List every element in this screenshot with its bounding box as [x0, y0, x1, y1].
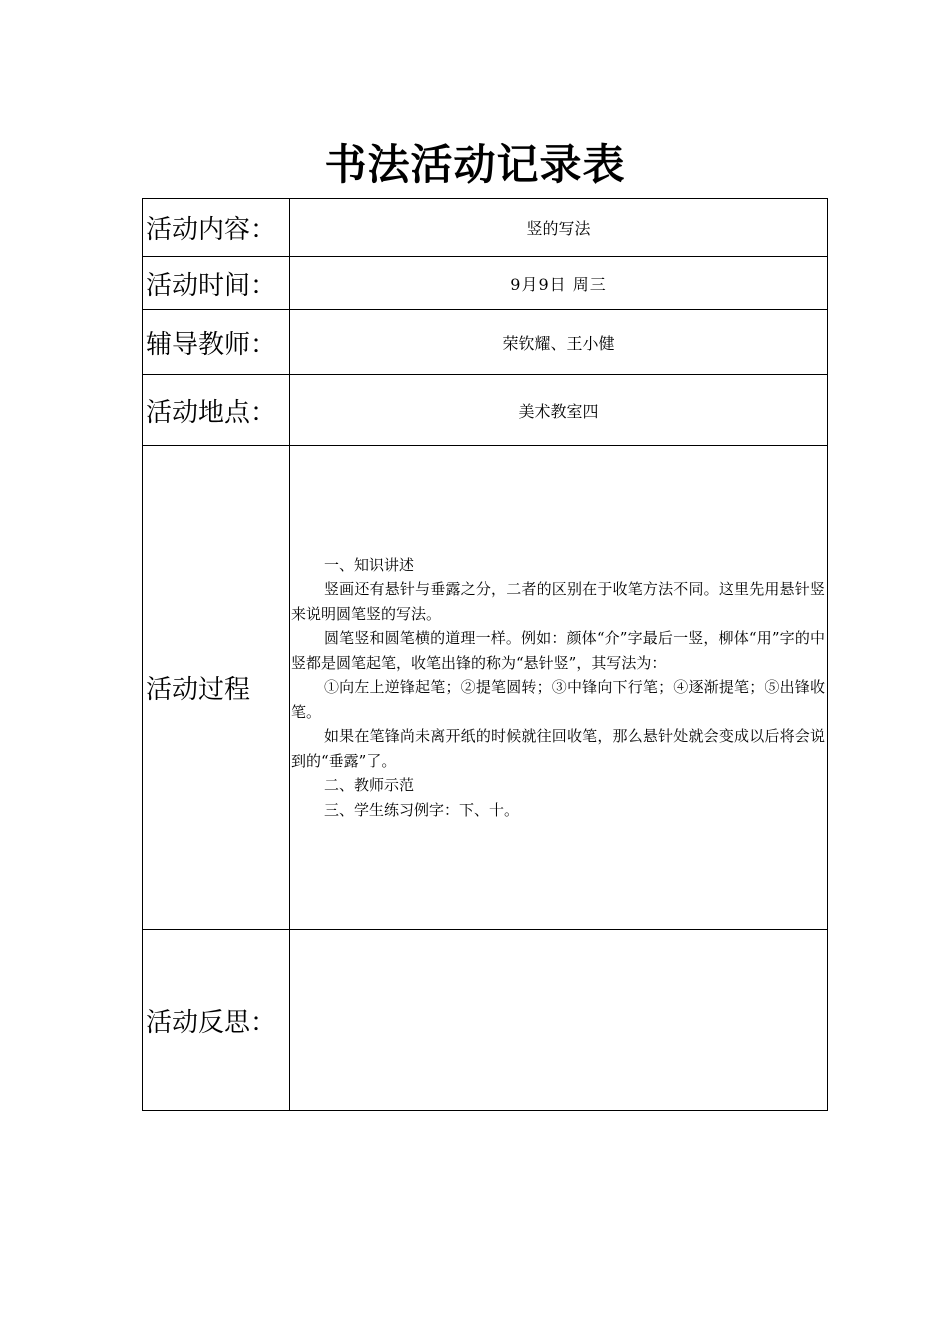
process-paragraph: 竖画还有悬针与垂露之分，二者的区别在于收笔方法不同。这里先用悬针竖来说明圆笔竖的写法。 — [291, 580, 825, 623]
row-value-location: 美术教室四 — [290, 375, 828, 446]
row-value-teacher: 荣钦耀、王小健 — [290, 310, 828, 375]
process-paragraph: ①向左上逆锋起笔；②提笔圆转；③中锋向下行笔；④逐渐提笔；⑤出锋收笔。 — [291, 678, 825, 721]
table-row — [143, 310, 828, 375]
table-row — [143, 446, 828, 930]
row-value-content: 竖的写法 — [290, 199, 828, 257]
row-value-time: 9月9日 周三 — [290, 257, 828, 310]
reflection-label: 活动反思： — [143, 930, 290, 1111]
process-paragraph: 三、学生练习例字：下、十。 — [324, 800, 520, 819]
table-row — [143, 257, 828, 310]
row-label-teacher: 辅导教师： — [143, 310, 290, 375]
table-row — [143, 199, 828, 257]
process-cell — [290, 446, 828, 930]
page-title: 书法活动记录表 — [324, 140, 626, 189]
row-label-time: 活动时间： — [143, 257, 290, 310]
record-table — [142, 198, 828, 1111]
process-text — [290, 553, 827, 823]
process-paragraph: 一、知识讲述 — [324, 555, 415, 574]
row-label-location: 活动地点： — [143, 375, 290, 446]
table-row — [143, 930, 828, 1111]
reflection-value — [290, 930, 828, 1111]
process-label: 活动过程 — [143, 446, 290, 930]
process-paragraph: 二、教师示范 — [324, 776, 415, 795]
table-row — [143, 375, 828, 446]
row-label-content: 活动内容： — [143, 199, 290, 257]
process-paragraph: 如果在笔锋尚未离开纸的时候就往回收笔，那么悬针处就会变成以后将会说到的“垂露”了。 — [291, 727, 825, 770]
process-paragraph: 圆笔竖和圆笔横的道理一样。例如：颜体“介”字最后一竖，柳体“用”字的中竖都是圆笔起笔，收笔出锋的称为“悬针竖”，其写法为： — [291, 629, 825, 672]
